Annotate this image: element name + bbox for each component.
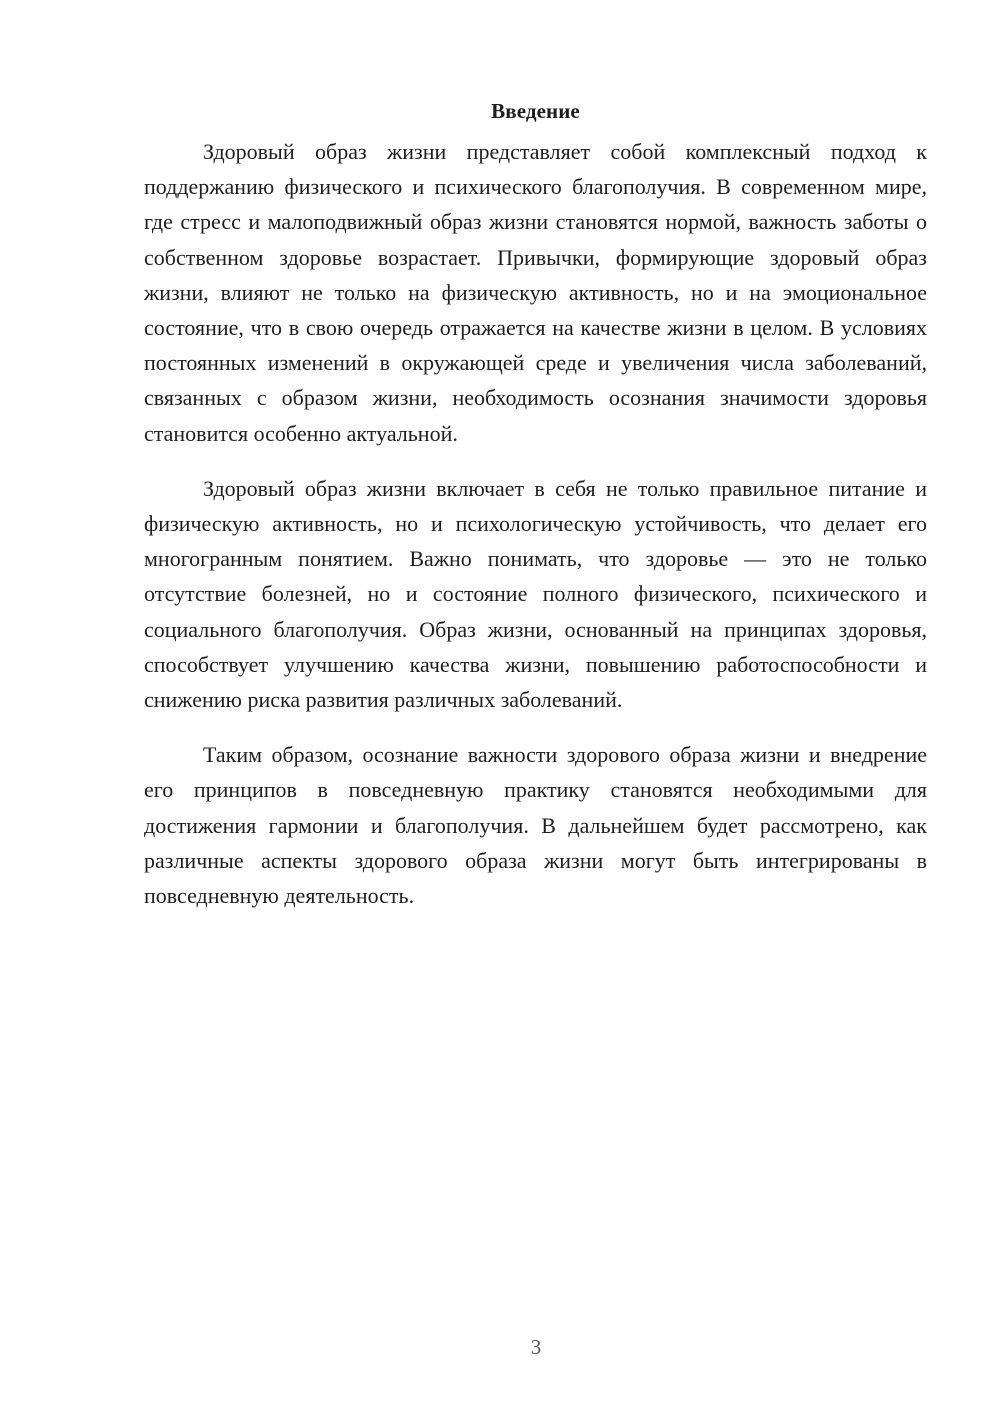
- page-body: [144, 96, 927, 933]
- page-number: 3: [530, 1335, 542, 1359]
- section-heading: Введение: [491, 99, 580, 123]
- paragraph-1: Здоровый образ жизни представляет собой комплексный подход к поддержанию физического и психического благополучия. В современном мире, где стресс и малоподвижный образ жизни становятся нормой, важность заботы о собственном здоровье возрастает. Привычки, формирующие здоровый образ жизни, влияют не только на физическую активность, но и на эмоциональное состояние, что в свою очередь отражается на качестве жизни в целом. В условиях постоянных изменений в окружающей среде и увеличения числа заболеваний, связанных с образом жизни, необходимость осознания значимости здоровья становится особенно актуальной.: [144, 139, 927, 446]
- paragraph-3: Таким образом, осознание важности здорового образа жизни и внедрение его принципов в повседневную практику становятся необходимыми для достижения гармонии и благополучия. В дальнейшем будет рассмотрено, как различные аспекты здорового образа жизни могут быть интегрированы в повседневную деятельность.: [144, 742, 927, 909]
- paragraph-2: Здоровый образ жизни включает в себя не только правильное питание и физическую активность, но и психологическую устойчивость, что делает его многогранным понятием. Важно понимать, что здоровье — это не только отсутствие болезней, но и состояние полного физического, психического и социального благополучия. Образ жизни, основанный на принципах здоровья, способствует улучшению качества жизни, повышению работоспособности и снижению риска развития различных заболеваний.: [144, 475, 927, 713]
